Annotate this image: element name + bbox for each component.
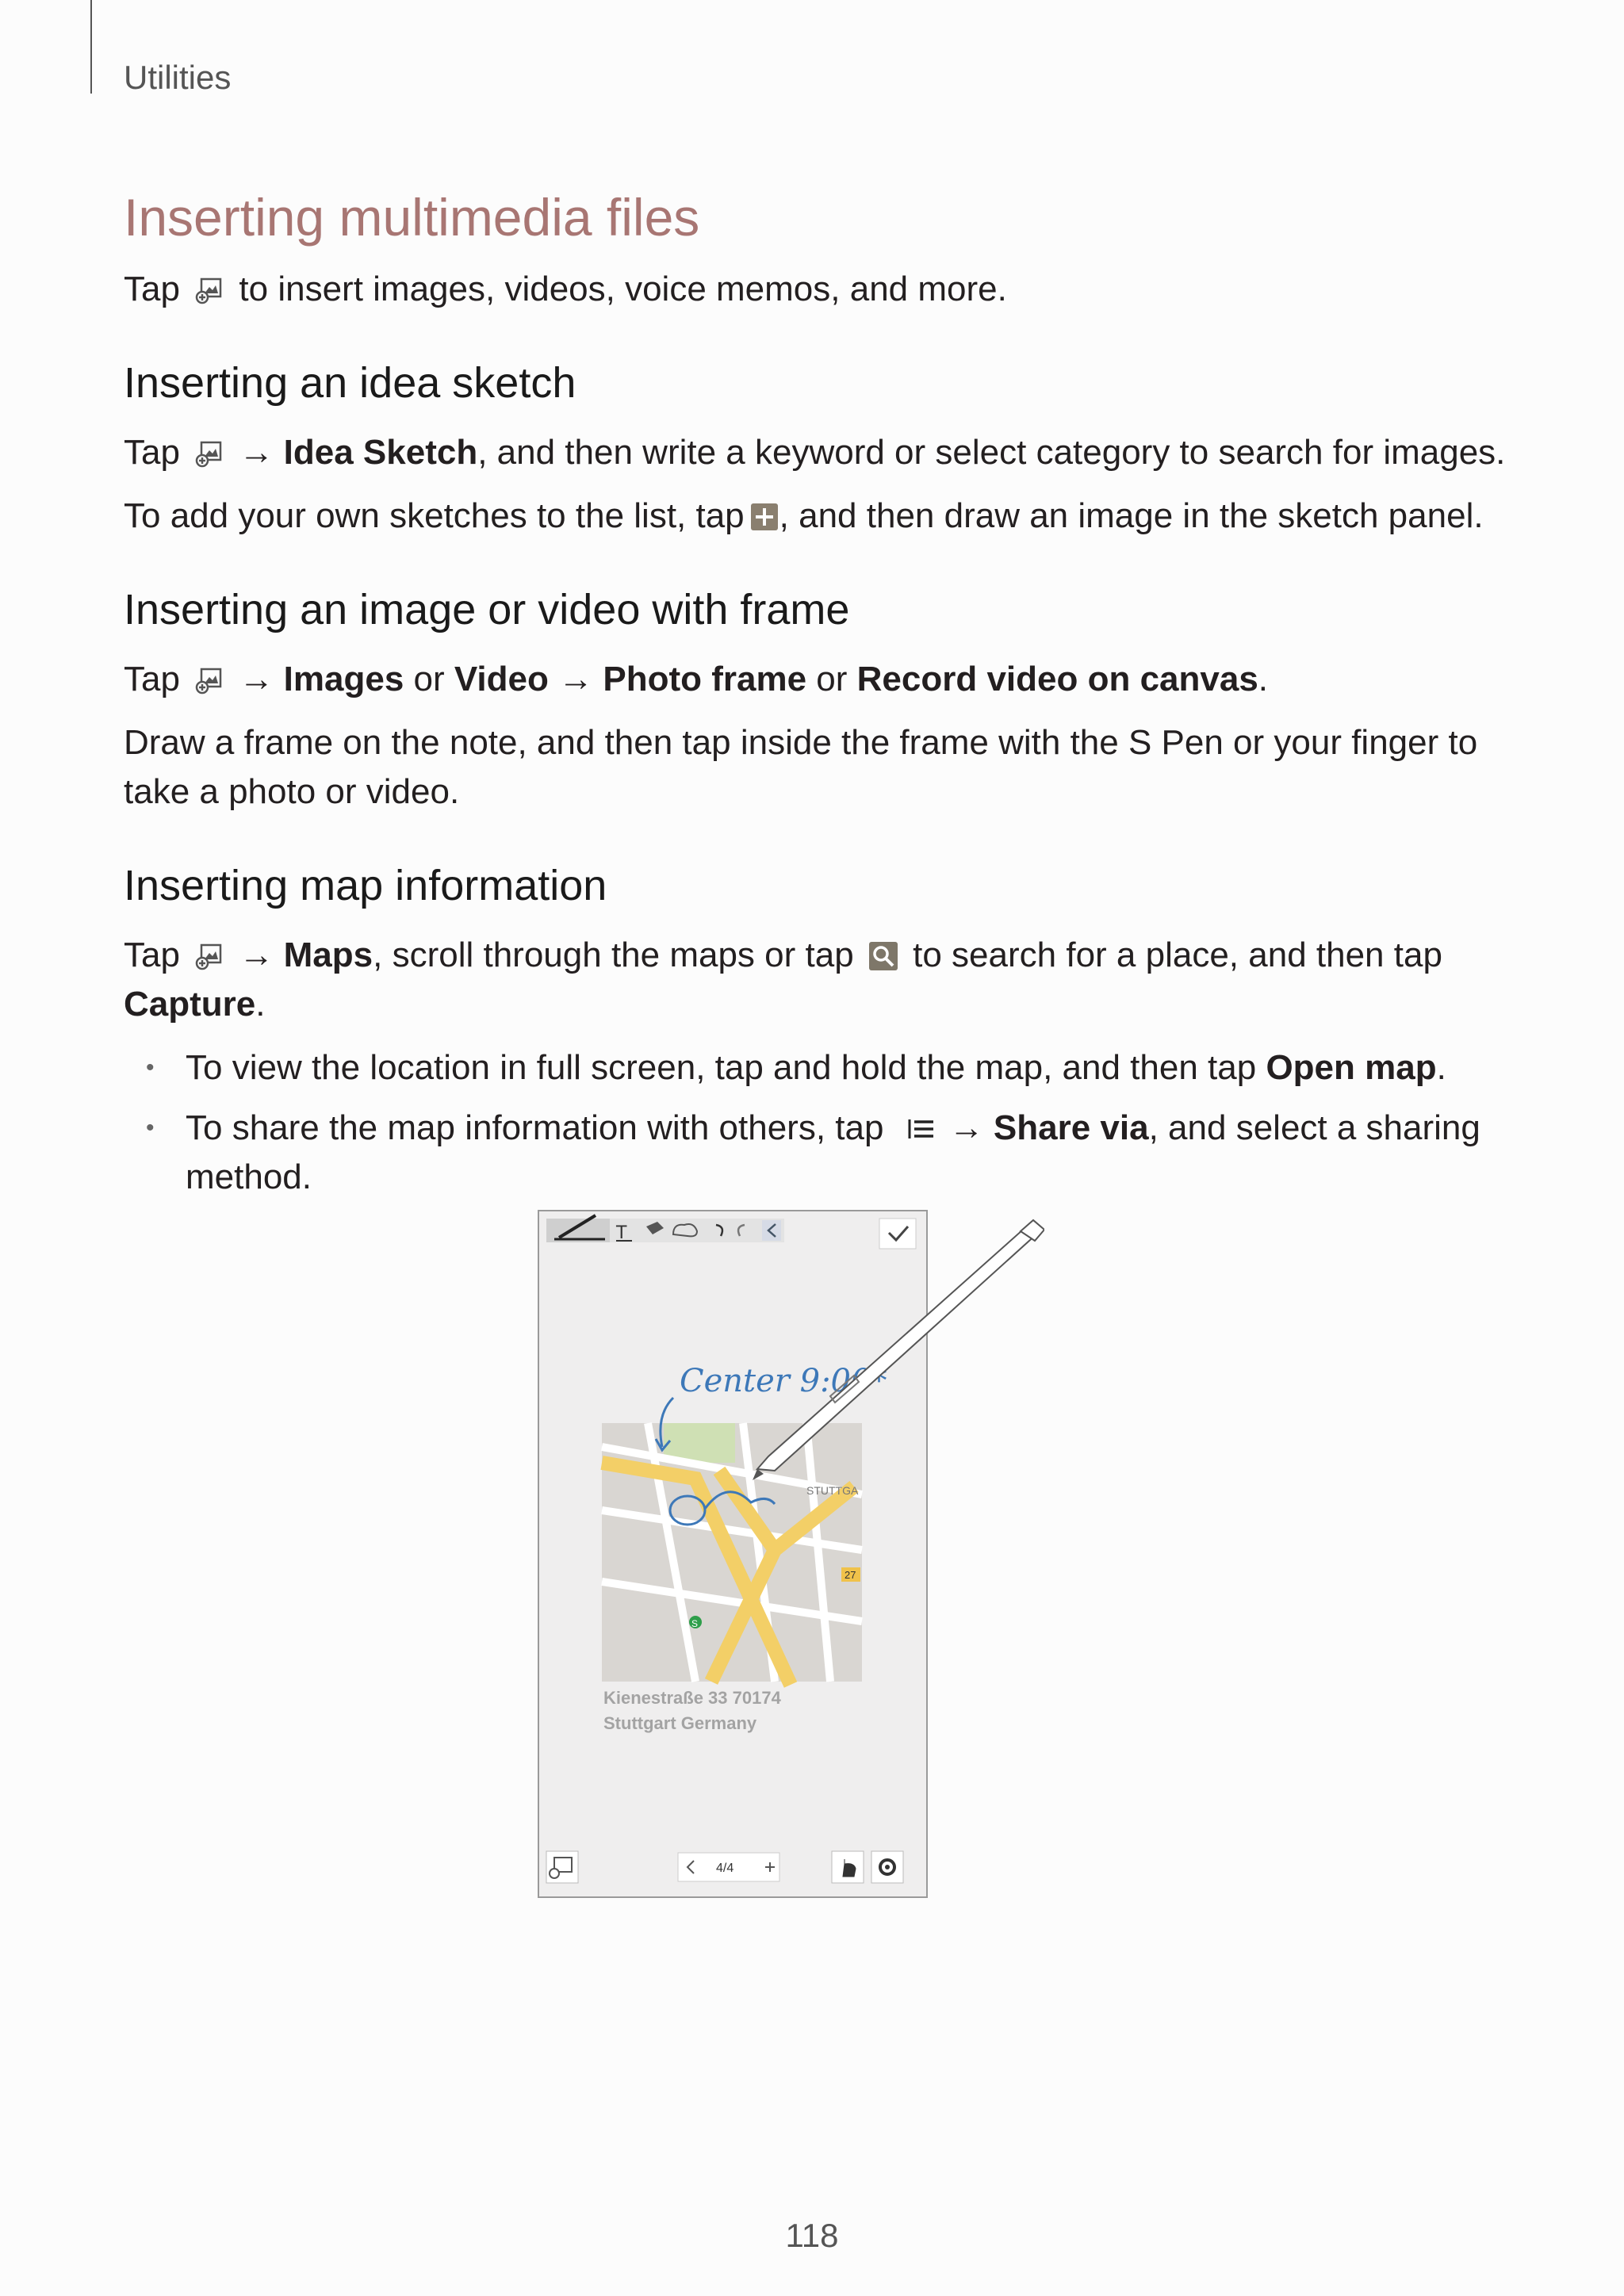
list-item (124, 1043, 1519, 1093)
list-item (124, 1104, 1519, 1202)
map-street-label: STUTTGA (806, 1484, 859, 1497)
page-content (124, 187, 1519, 1213)
margin-rule (90, 0, 92, 94)
bullet-1-text: To view the location in full screen, tap and hold the map, and then tap (186, 1048, 1257, 1087)
intro-tap: Tap (124, 270, 180, 308)
insert-icon (194, 941, 224, 971)
map-bullets (124, 1043, 1519, 1202)
address-line-2: Stuttgart Germany (603, 1713, 757, 1733)
handwritten-note: Center 9:00* (680, 1363, 887, 1399)
insert-icon (194, 665, 224, 695)
idea-sketch-line-1 (124, 428, 1519, 477)
idea-arrow: → (239, 433, 274, 472)
idea-add-after: , and then draw an image in the sketch panel. (779, 496, 1484, 535)
frame-line-1 (124, 655, 1519, 704)
map-line-1 (124, 931, 1519, 1029)
share-via-label: Share via (993, 1108, 1149, 1147)
idea-sketch-menu: Idea Sketch (283, 433, 478, 472)
frame-tap: Tap (124, 660, 180, 698)
idea-tap: Tap (124, 433, 180, 472)
photo-frame-menu: Photo frame (603, 660, 807, 698)
maps-menu: Maps (283, 936, 373, 974)
bullet-2-after: , and select a sharing method. (186, 1108, 1480, 1196)
bullet-1-end: . (1436, 1048, 1446, 1087)
intro-paragraph (124, 265, 1519, 314)
map-image (602, 1423, 862, 1685)
map-arrow: → (239, 936, 274, 974)
phone-screenshot-figure (537, 1209, 1044, 1907)
map-mid: , scroll through the maps or tap (373, 936, 854, 974)
phone-screen-illustration (537, 1209, 1044, 1907)
map-heading: Inserting map information (124, 862, 607, 909)
map-tap: Tap (124, 936, 180, 974)
search-icon (868, 941, 898, 971)
section-header: Utilities (124, 59, 232, 96)
page-number: 118 (785, 2217, 839, 2254)
frame-end: . (1258, 660, 1269, 698)
station-label: S (691, 1618, 699, 1629)
capture-button-label: Capture (124, 985, 256, 1024)
frame-or-1: or (404, 660, 454, 698)
bullet-2-arrow: → (948, 1108, 984, 1147)
menu-icon (898, 1114, 944, 1144)
page-indicator: 4/4 (716, 1862, 734, 1875)
open-map-label: Open map (1266, 1048, 1437, 1087)
idea-sketch-heading: Inserting an idea sketch (124, 359, 576, 407)
address-line-1: Kienestraße 33 70174 (603, 1688, 781, 1708)
intro-rest: to insert images, videos, voice memos, and more. (239, 270, 1007, 308)
idea-add-before: To add your own sketches to the list, tap (124, 496, 745, 535)
idea-rest: , and then write a keyword or select category to search for images. (477, 433, 1506, 472)
text-tool-icon: T (616, 1223, 627, 1243)
video-menu: Video (454, 660, 549, 698)
insert-icon (194, 275, 224, 305)
add-icon (749, 502, 779, 532)
record-video-menu: Record video on canvas (856, 660, 1258, 698)
frame-or-2: or (806, 660, 857, 698)
frame-heading: Inserting an image or video with frame (124, 586, 850, 633)
map-end: . (255, 985, 266, 1024)
images-menu: Images (283, 660, 404, 698)
frame-line-2: Draw a frame on the note, and then tap inside the frame with the S Pen or your finger to take a photo or video. (124, 723, 1478, 811)
page-title: Inserting multimedia files (124, 188, 700, 247)
map-route-number: 27 (845, 1569, 856, 1581)
frame-arrow-1: → (239, 660, 274, 698)
frame-arrow-2: → (548, 660, 603, 698)
map-after: to search for a place, and then tap (913, 936, 1442, 974)
bullet-2-before: To share the map information with others, tap (186, 1108, 884, 1147)
insert-icon (194, 438, 224, 469)
idea-sketch-line-2 (124, 492, 1519, 541)
